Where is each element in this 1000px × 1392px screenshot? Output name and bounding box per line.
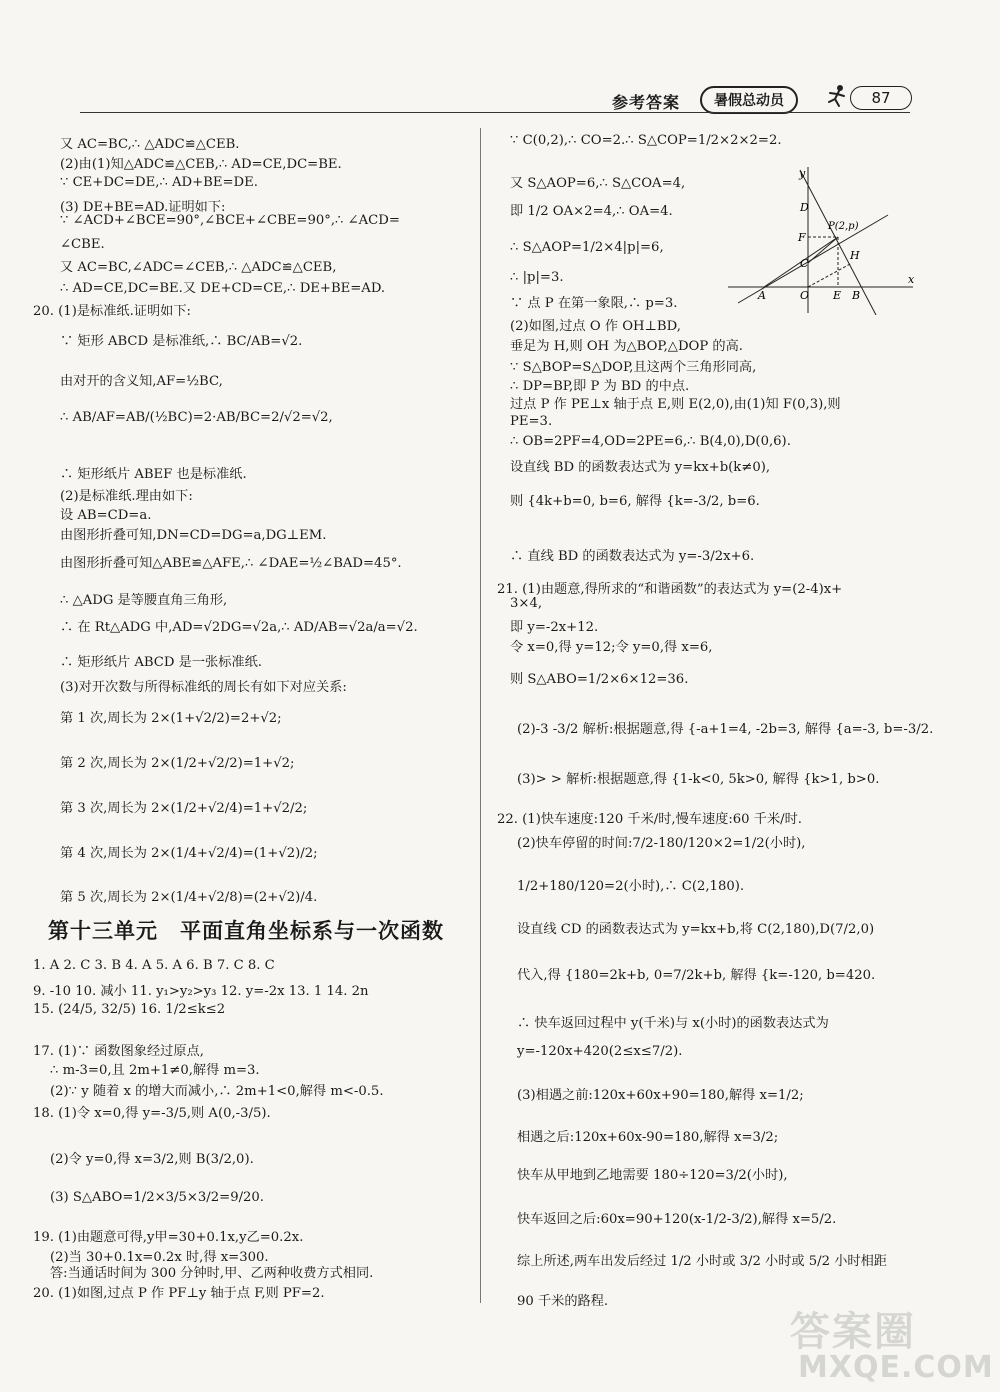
header-series-label: 暑假总动员	[700, 86, 798, 114]
text-line: (3)> > 解析:根据题意,得 {1-k<0, 5k>0, 解得 {k>1, b>0.	[517, 772, 880, 787]
text-line: 90 千米的路程.	[517, 1294, 609, 1309]
text-line: (3) S△ABO=1/2×3/5×3/2=9/20.	[50, 1190, 264, 1205]
text-line: 即 1/2 OA×2=4,∴ OA=4.	[510, 204, 673, 219]
text-line: 快车从甲地到乙地需要 180÷120=3/2(小时),	[517, 1168, 788, 1183]
text-line: PE=3.	[510, 414, 553, 429]
text-line: 答:当通话时间为 300 分钟时,甲、乙两种收费方式相同.	[50, 1266, 374, 1281]
text-line: ∴ m-3=0,且 2m+1≠0,解得 m=3.	[50, 1063, 260, 1078]
text-line: (2)-3 -3/2 解析:根据题意,得 {-a+1=4, -2b=3, 解得 {a=-3, b=-3/2.	[517, 722, 934, 737]
text-line: 快车返回之后:60x=90+120(x-1/2-3/2),解得 x=5/2.	[517, 1212, 837, 1227]
text-line: 设 AB=CD=a.	[60, 508, 152, 523]
text-line: ∵ 矩形 ABCD 是标准纸,∴ BC/AB=√2.	[60, 334, 303, 349]
fig-label-h: H	[850, 249, 860, 262]
text-line: (2)快车停留的时间:7/2-180/120×2=1/2(小时),	[517, 836, 806, 851]
text-line: 令 x=0,得 y=12;令 y=0,得 x=6,	[510, 640, 713, 655]
text-line: (2)∵ y 随着 x 的增大而减小,∴ 2m+1<0,解得 m<-0.5.	[50, 1084, 384, 1099]
text-line: 21. (1)由题意,得所求的“和谐函数”的表达式为 y=(2-4)x+	[497, 582, 843, 597]
fig-label-y: y	[799, 167, 806, 180]
text-line: (3) DE+BE=AD.证明如下:	[60, 200, 226, 215]
text-line: ∴ AD=CE,DC=BE.又 DE+CD=CE,∴ DE+BE=AD.	[60, 281, 386, 296]
text-line: 20. (1)是标准纸.证明如下:	[33, 304, 191, 319]
text-line: ∴ DP=BP,即 P 为 BD 的中点.	[510, 379, 690, 394]
text-line: (2)当 30+0.1x=0.2x 时,得 x=300.	[50, 1250, 269, 1265]
text-line: 代入,得 {180=2k+b, 0=7/2k+b, 解得 {k=-120, b=420.	[517, 968, 876, 983]
text-line: 19. (1)由题意可得,y甲=30+0.1x,y乙=0.2x.	[33, 1230, 304, 1245]
fig-label-p: P(2,p)	[828, 221, 859, 232]
text-line: (2)由(1)知△ADC≌△CEB,∴ AD=CE,DC=BE.	[60, 157, 342, 172]
text-line: 则 S△ABO=1/2×6×12=36.	[510, 672, 689, 687]
text-line: 第 4 次,周长为 2×(1/4+√2/4)=(1+√2)/2;	[60, 846, 318, 861]
text-line: ∴ 快车返回过程中 y(千米)与 x(小时)的函数表达式为	[517, 1016, 829, 1031]
text-line: (3)对开次数与所得标准纸的周长有如下对应关系:	[60, 680, 347, 695]
text-line: 17. (1)∵ 函数图象经过原点,	[33, 1044, 204, 1059]
running-figure-icon	[822, 82, 850, 110]
coordinate-figure	[728, 165, 918, 315]
page-number: 87	[850, 86, 912, 110]
text-line: ∵ S△BOP=S△DOP,且这两个三角形同高,	[510, 360, 757, 375]
text-line: ∵ 点 P 在第一象限,∴ p=3.	[510, 296, 678, 311]
text-line: ∵ ∠ACD+∠BCE=90°,∠BCE+∠CBE=90°,∴ ∠ACD=	[60, 213, 400, 228]
text-line: ∠CBE.	[60, 237, 105, 252]
text-line: 又 S△AOP=6,∴ S△COA=4,	[510, 176, 686, 191]
text-line: 设直线 BD 的函数表达式为 y=kx+b(k≠0),	[510, 460, 771, 475]
text-line: (2)是标准纸.理由如下:	[60, 489, 193, 504]
fig-label-f: F	[798, 231, 806, 244]
text-line: (2)如图,过点 O 作 OH⊥BD,	[510, 319, 681, 334]
text-line: y=-120x+420(2≤x≤7/2).	[517, 1044, 683, 1059]
text-line: 设直线 CD 的函数表达式为 y=kx+b,将 C(2,180),D(7/2,0)	[517, 922, 875, 937]
text-line: ∴ 在 Rt△ADG 中,AD=√2DG=√2a,∴ AD/AB=√2a/a=√2.	[60, 620, 418, 635]
page-header	[600, 80, 920, 120]
column-divider	[480, 128, 481, 1303]
text-line: ∴ S△AOP=1/2×4|p|=6,	[510, 240, 664, 255]
text-line: 又 AC=BC,∠ADC=∠CEB,∴ △ADC≌△CEB,	[60, 260, 337, 275]
text-line: 综上所述,两车出发后经过 1/2 小时或 3/2 小时或 5/2 小时相距	[517, 1254, 887, 1269]
text-line: ∴ OB=2PF=4,OD=2PE=6,∴ B(4,0),D(0,6).	[510, 434, 791, 449]
header-ref-label: 参考答案	[612, 93, 681, 112]
text-line: ∵ CE+DC=DE,∴ AD+BE=DE.	[60, 175, 258, 190]
text-line: 第 2 次,周长为 2×(1/2+√2/2)=1+√2;	[60, 756, 295, 771]
text-line: 相遇之后:120x+60x-90=180,解得 x=3/2;	[517, 1130, 779, 1145]
text-line: 又 AC=BC,∴ △ADC≌△CEB.	[60, 137, 240, 152]
fig-label-b: B	[852, 289, 861, 302]
text-line: 则 {4k+b=0, b=6, 解得 {k=-3/2, b=6.	[510, 494, 760, 509]
text-line: 即 y=-2x+12.	[510, 620, 599, 635]
unit-title: 第十三单元 平面直角坐标系与一次函数	[48, 919, 444, 943]
text-line: ∵ C(0,2),∴ CO=2.∴ S△COP=1/2×2×2=2.	[510, 133, 782, 148]
text-line: 15. (24/5, 32/5) 16. 1/2≤k≤2	[33, 1002, 226, 1017]
text-line: 1/2+180/120=2(小时),∴ C(2,180).	[517, 879, 745, 894]
text-line: 过点 P 作 PE⊥x 轴于点 E,则 E(2,0),由(1)知 F(0,3),则	[510, 397, 841, 412]
text-line: 22. (1)快车速度:120 千米/时,慢车速度:60 千米/时.	[497, 812, 802, 827]
watermark-logo: 答案圈	[790, 1309, 916, 1355]
fig-label-a: A	[758, 289, 766, 302]
text-line: 由图形折叠可知,DN=CD=DG=a,DG⊥EM.	[60, 528, 327, 543]
text-line: 第 1 次,周长为 2×(1+√2/2)=2+√2;	[60, 711, 282, 726]
text-line: ∴ 矩形纸片 ABEF 也是标准纸.	[60, 467, 247, 482]
text-line: 9. -10 10. 减小 11. y₁>y₂>y₃ 12. y=-2x 13. 1 14. 2n	[33, 984, 369, 999]
text-line: (3)相遇之前:120x+60x+90=180,解得 x=1/2;	[517, 1088, 804, 1103]
text-line: 由图形折叠可知△ABE≌△AFE,∴ ∠DAE=½∠BAD=45°.	[60, 556, 402, 571]
text-line: 第 3 次,周长为 2×(1/2+√2/4)=1+√2/2;	[60, 801, 308, 816]
text-line: ∴ △ADG 是等腰直角三角形,	[60, 593, 228, 608]
text-line: 3×4,	[510, 596, 543, 611]
fig-label-c: C	[800, 257, 809, 270]
fig-label-d: D	[800, 201, 809, 214]
watermark-url: MXQE.COM	[798, 1350, 994, 1385]
fig-label-x: x	[908, 273, 915, 286]
text-line: 由对开的含义知,AF=½BC,	[60, 374, 223, 389]
header-rule	[80, 112, 910, 113]
text-line: 垂足为 H,则 OH 为△BOP,△DOP 的高.	[510, 339, 743, 354]
text-line: ∴ |p|=3.	[510, 270, 564, 285]
fig-label-e: E	[833, 289, 842, 302]
watermark	[790, 1300, 994, 1388]
text-line: 第 5 次,周长为 2×(1/4+√2/8)=(2+√2)/4.	[60, 890, 318, 905]
fig-label-o: O	[800, 289, 810, 302]
text-line: ∴ 直线 BD 的函数表达式为 y=-3/2x+6.	[510, 549, 755, 564]
text-line: 18. (1)令 x=0,得 y=-3/5,则 A(0,-3/5).	[33, 1106, 271, 1121]
text-line: 20. (1)如图,过点 P 作 PF⊥y 轴于点 F,则 PF=2.	[33, 1286, 325, 1301]
text-line: (2)令 y=0,得 x=3/2,则 B(3/2,0).	[50, 1152, 254, 1167]
text-line: ∴ 矩形纸片 ABCD 是一张标准纸.	[60, 655, 262, 670]
text-line: 1. A 2. C 3. B 4. A 5. A 6. B 7. C 8. C	[33, 958, 275, 973]
text-line: ∴ AB/AF=AB/(½BC)=2·AB/BC=2/√2=√2,	[60, 410, 333, 425]
